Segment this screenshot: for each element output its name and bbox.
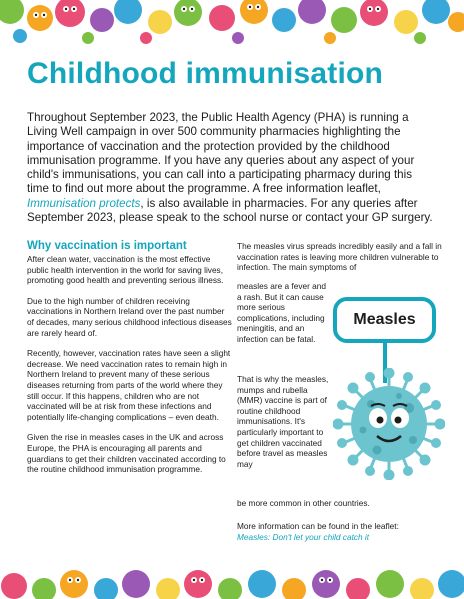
page-title: Childhood immunisation: [27, 57, 384, 90]
more-info-text: More information can be found in the leaflet:: [237, 521, 399, 531]
immunisation-protects-link[interactable]: Immunisation protects: [27, 196, 141, 210]
measles-paragraph-end: be more common in other countries.: [237, 498, 370, 508]
measles-virus-icon: [333, 368, 445, 480]
paragraph: Recently, however, vaccination rates have seen a slight decrease. We need vaccination rates to remain high in Northern Ireland to prevent many of these serious diseases returning from parts of the world where they still occur. If this happens, children who are not vaccinated will be at risk from these infections and potentially life-changing complications – even death.: [27, 348, 231, 422]
paragraph: Given the rise in measles cases in the UK and across Europe, the PHA is encouraging all parents and guardians to get their children vaccinated according to the routine childhood immunisation programme.: [27, 432, 226, 475]
measles-paragraph-symptoms: measles are a fever and a rash. But it can cause more serious complications, including meningitis, and an infection can be fatal.: [237, 281, 327, 344]
measles-leaflet-link[interactable]: Measles: Don't let your child catch it: [237, 531, 370, 542]
intro-text-before: Throughout September 2023, the Public Health Agency (PHA) is running a Living Well campaign in over 500 community pharmacies highlighting the importance of vaccination and the protection provided by the childhood immunisation programme. If you have any queries about any aspect of your child's immunisations, you can call into a participating pharmacy during this time to find out more about the programme. A free information leaflet,: [27, 111, 415, 196]
intro-text-after: , is also available in pharmacies. For any queries after September 2023, please speak to the school nurse or contact your GP surgery.: [27, 196, 433, 225]
paragraph: After clean water, vaccination is the most effective public health intervention in the world for saving lives, promoting good health and preventing serious illness.: [27, 254, 224, 286]
measles-paragraph-top: The measles virus spreads incredibly easily and a fall in vaccination rates is leaving more children vulnerable to infection. The main symptoms of: [237, 241, 442, 273]
measles-paragraph-mmr: That is why the measles, mumps and rubella (MMR) vaccine is part of routine childhood immunisations. It's particularly important to get children vaccinated before travel as measles may: [237, 374, 329, 469]
left-column: [27, 240, 232, 485]
germ-cartoon-banner-top: [0, 0, 464, 48]
measles-callout: [333, 297, 436, 343]
germ-cartoon-banner-bottom: [0, 560, 464, 599]
section-heading: Why vaccination is important: [27, 240, 187, 252]
paragraph: Due to the high number of children receiving vaccinations in Northern Ireland over the past number of decades, many serious childhood infectious diseases are rarely heard of.: [27, 295, 232, 338]
more-info: [237, 521, 442, 542]
measles-callout-label: Measles: [353, 311, 416, 328]
intro-paragraph: [27, 111, 437, 225]
